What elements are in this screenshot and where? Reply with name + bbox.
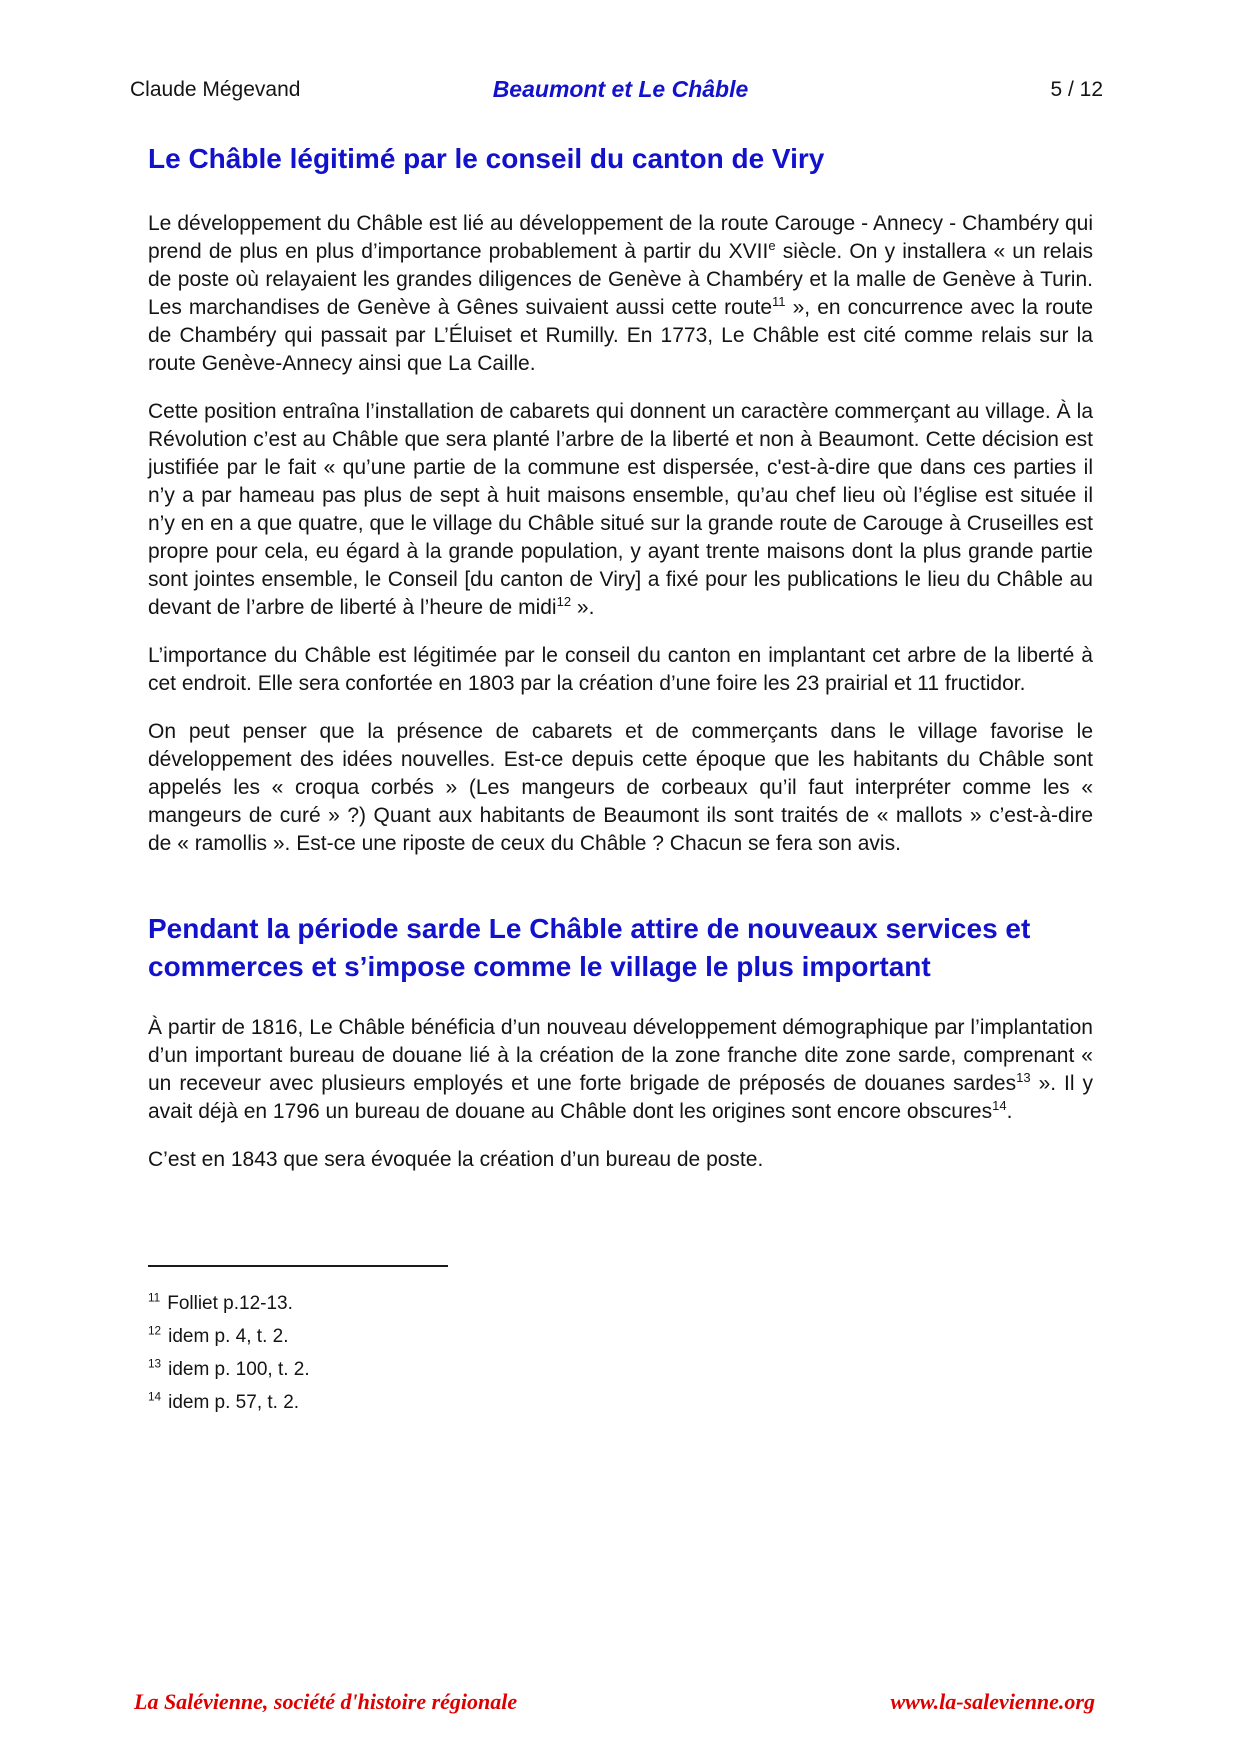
footnote-text: idem p. 100, t. 2.: [168, 1359, 310, 1380]
paragraph-3: L’importance du Châble est légitimée par le conseil du canton en implantant cet arbre de la liberté à cet endroit. Elle sera confortée en 1803 par la création d’une foire les 23 prairial et 11 fructidor.: [148, 644, 1093, 695]
footnote-separator: [148, 1265, 448, 1267]
section-heading-1: Le Châble légitimé par le conseil du canton de Viry: [148, 143, 825, 174]
header-page-number: 5 / 12: [1050, 78, 1103, 101]
paragraph-4: On peut penser que la présence de cabarets et de commerçants dans le village favorise le développement des idées nouvelles. Est-ce depuis cette époque que les habitants du Châble sont appelés les « croqua corbés » (Les mangeurs de corbeaux qu’il faut interpréter comme les « mangeurs de curé » ?) Quant aux habitants de Beaumont ils sont traités de « mallots » c’est-à-dire de « ramollis ». Est-ce une riposte de ceux du Châble ? Chacun se fera son avis.: [148, 720, 1093, 855]
footnote-number: 11: [148, 1291, 161, 1305]
paragraph-6: C’est en 1843 que sera évoquée la création d’un bureau de poste.: [148, 1148, 764, 1171]
footnote-item-12: [148, 1320, 1093, 1353]
footnote-number: 12: [148, 1324, 162, 1338]
footnote-number: 13: [148, 1357, 162, 1371]
page-header: [130, 76, 1103, 104]
footnote-text: idem p. 4, t. 2.: [168, 1326, 289, 1347]
footnote-text: idem p. 57, t. 2.: [168, 1392, 300, 1413]
paragraph-1: Le développement du Châble est lié au développement de la route Carouge - Annecy - Chambéry qui prend de plus en plus d’importance probablement à partir du XVIIe siècle. On y installera « un relais de poste où relayaient les grandes diligences de Genève à Chambéry et la malle de Genève à Turin. Les marchandises de Genève à Gênes suivaient aussi cette route$^{11}$ », en concurrence avec la route de Chambéry qui passait par L’Éluiset et Rumilly. En 1773, Le Châble est cité comme relais sur la route Genève-Annecy ainsi que La Caille.: [148, 212, 1093, 375]
footer-society-name: La Salévienne, société d'histoire régionale: [134, 1689, 518, 1714]
footnote-number: 14: [148, 1390, 162, 1404]
footer-website: www.la-salevienne.org: [890, 1689, 1095, 1714]
section-heading-2: Pendant la période sarde Le Châble attire de nouveaux services et commerces et s’impose comme le village le plus important: [148, 913, 1031, 982]
footnote-item-11: [148, 1287, 1093, 1320]
footnote-text: Folliet p.12-13.: [167, 1293, 293, 1314]
paragraph-5: À partir de 1816, Le Châble bénéficia d’un nouveau développement démographique par l’implantation d’un important bureau de douane lié à la création de la zone franche dite zone sarde, comprenant « un receveur avec plusieurs employés et une forte brigade de préposés de douanes sardes$^{13}$ ». Il y avait déjà en 1796 un bureau de douane au Châble dont les origines sont encore obscures$^{14}$.: [148, 1016, 1093, 1123]
header-author: Claude Mégevand: [130, 78, 301, 101]
header-document-title: Beaumont et Le Châble: [492, 76, 749, 102]
footnote-item-13: [148, 1353, 1093, 1386]
paragraph-2: Cette position entraîna l’installation de cabarets qui donnent un caractère commerçant au village. À la Révolution c’est au Châble que sera planté l’arbre de la liberté et non à Beaumont. Cette décision est justifiée par le fait « qu’une partie de la commune est dispersée, c'est-à-dire que dans ces parties il n’y a par hameau pas plus de sept à huit maisons ensemble, qu’au chef lieu où l’église est située il n’y en en a que quatre, que le village du Châble situé sur la grande route de Carouge à Cruseilles est propre pour cela, eu égard à la grande population, y ayant trente maisons dont la plus grande partie sont jointes ensemble, le Conseil [du canton de Viry] a fixé pour les publications le lieu du Châble au devant de l’arbre de liberté à l’heure de midi$^{12}$ ».: [148, 400, 1093, 619]
footnote-item-14: [148, 1386, 1093, 1419]
page-content: [130, 0, 1103, 1419]
